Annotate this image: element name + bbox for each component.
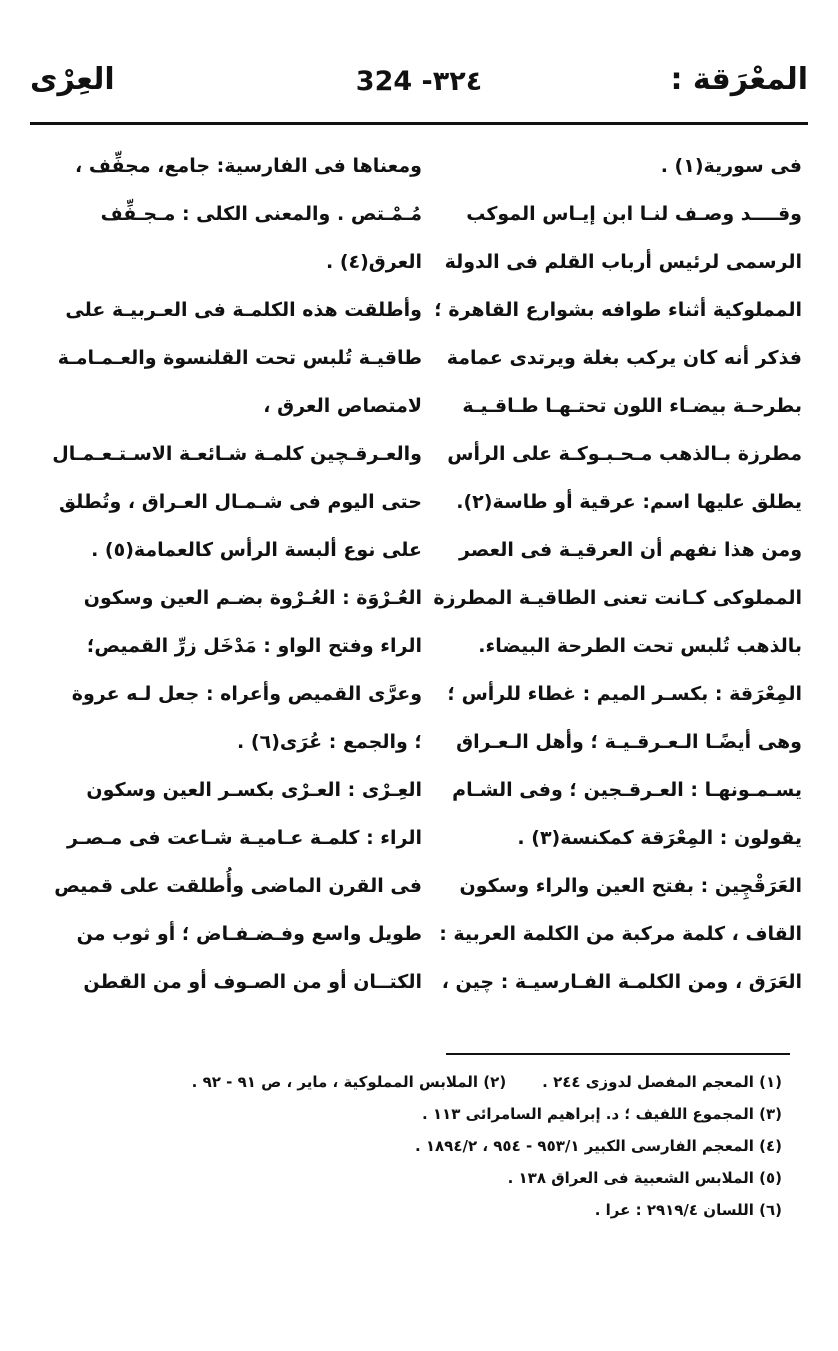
text-line: ومن هذا نفهم أن العرقيـة فى العصر xyxy=(459,539,802,561)
text-line: بطرحـة بيضـاء اللون تحتـهـا طـاقـيـة xyxy=(462,395,802,417)
page-number: 324 -٣٢٤ xyxy=(355,66,483,97)
footnote-4: (٤) المعجم الفارسى الكبير ٩٥٣/١ - ٩٥٤ ، ١٨٩٤/٢ . xyxy=(414,1137,782,1155)
text-line: مطرزة بـالذهب مـحـبـوكـة على الرأس xyxy=(447,443,802,465)
text-line: والعـرقـچين كلمـة شـائعـة الاسـتـعـمـال xyxy=(52,443,422,465)
header-rule xyxy=(30,122,808,125)
text-line: ؛ والجمع : عُرَى(٦) . xyxy=(237,731,422,753)
entry-line-urwa: العُـرْوَة : العُـرْوة بضـم العين وسكون xyxy=(83,587,422,609)
text-line: وقــــد وصـف لنـا ابن إيـاس الموكب xyxy=(466,203,802,225)
text-line: المملوكى كـانت تعنى الطاقيـة المطرزة xyxy=(433,587,802,609)
text-line: ومعناها فى الفارسية: جامع، مجفِّف ، xyxy=(75,155,422,177)
text-line: الراء : كلمـة عـاميـة شـاعت فى مـصـر xyxy=(66,827,422,849)
text-line: يقولون : المِعْرَقة كمكنسة(٣) . xyxy=(517,827,802,849)
footnote-rule xyxy=(446,1053,790,1055)
text-line: القاف ، كلمة مركبة من الكلمة العربية : xyxy=(439,923,802,945)
text-line: طويل واسع وفـضـفـاض ؛ أو ثوب من xyxy=(76,923,422,945)
text-line: الراء وفتح الواو : مَدْخَل زرِّ القميص؛ xyxy=(86,635,422,657)
page-header xyxy=(30,62,808,118)
footnote-5: (٥) الملابس الشعبية فى العراق ١٣٨ . xyxy=(507,1169,782,1187)
text-line: وهى أيضًـا الـعـرقـيـة ؛ وأهل الـعـراق xyxy=(456,731,802,753)
header-entry-last: العِرْى xyxy=(30,62,115,97)
text-line: يطلق عليها اسم: عرقية أو طاسة(٢). xyxy=(456,491,802,513)
text-line: فى القرن الماضى وأُطلقت على قميص xyxy=(54,875,422,897)
entry-line-mierqa: المِعْرَقة : بكسـر الميم : غطاء للرأس ؛ xyxy=(447,683,802,705)
text-line: المملوكية أثناء طوافه بشوارع القاهرة ؛ xyxy=(434,299,802,321)
left-column xyxy=(50,142,422,1006)
text-line: الكتــان أو من الصـوف أو من القطن xyxy=(83,971,422,993)
text-line: طاقيـة تُلبس تحت القلنسوة والعـمـامـة xyxy=(57,347,422,369)
text-line: مُـمْـتص . والمعنى الكلى : مـجـفِّف xyxy=(100,203,422,225)
footnote-3: (٣) المجموع اللفيف ؛ د. إبراهيم السامرائى ١١٣ . xyxy=(421,1105,782,1123)
text-line: على نوع ألبسة الرأس كالعمامة(٥) . xyxy=(91,539,422,561)
text-line: وعرَّى القميص وأعراه : جعل لـه عروة xyxy=(71,683,422,705)
text-line: الرسمى لرئيس أرباب القلم فى الدولة xyxy=(444,251,802,273)
footnotes xyxy=(82,1066,782,1226)
text-line: فذكر أنه كان يركب بغلة ويرتدى عمامة xyxy=(446,347,802,369)
text-line: وأطلقت هذه الكلمـة فى العـربيـة على xyxy=(65,299,422,321)
text-line: يسـمـونهـا : العـرقـجين ؛ وفى الشـام xyxy=(452,779,802,801)
text-line: بالذهب تُلبس تحت الطرحة البيضاء. xyxy=(478,635,802,657)
text-line: العرق(٤) . xyxy=(325,251,422,273)
text-line: العَرَق ، ومن الكلمـة الفـارسيـة : چين ، xyxy=(441,971,802,993)
footnote-6: (٦) اللسان ٢٩١٩/٤ : عرا . xyxy=(594,1201,782,1219)
footnote-row xyxy=(82,1066,782,1098)
footnote-2: (٢) الملابس المملوكية ، ماير ، ص ٩١ - ٩٢ . xyxy=(191,1073,507,1091)
header-entry-first: المعْرَقة : xyxy=(670,62,808,97)
footnote-1: (١) المعجم المفصل لدوزى ٢٤٤ . xyxy=(542,1073,782,1091)
right-column xyxy=(430,142,802,1006)
text-line: لامتصاص العرق ، xyxy=(263,395,422,417)
text-line: حتى اليوم فى شـمـال العـراق ، وتُطلق xyxy=(58,491,422,513)
text-line: فى سورية(١) . xyxy=(660,155,802,177)
entry-line-araqchin: العَرَقْچِين : بفتح العين والراء وسكون xyxy=(459,875,802,897)
entry-line-iry: العِـرْى : العـرْى بكسـر العين وسكون xyxy=(86,779,422,801)
